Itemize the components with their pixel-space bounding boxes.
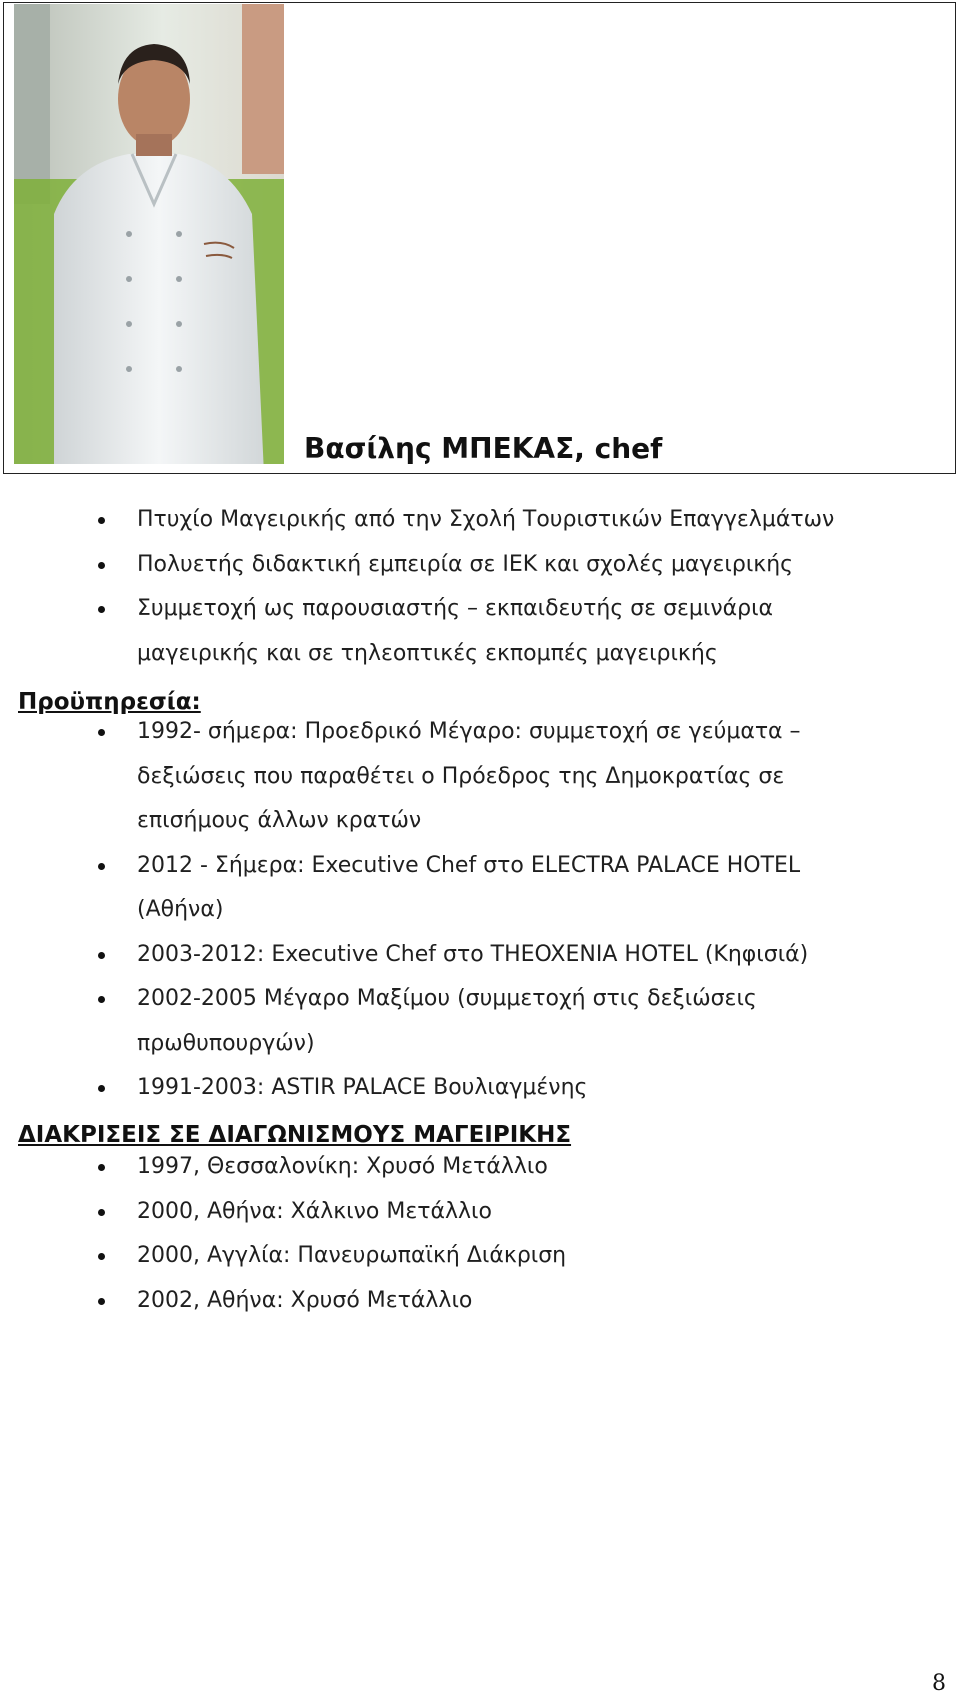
- intro-list: [0, 498, 960, 676]
- awards-heading: ΔΙΑΚΡΙΣΕΙΣ ΣΕ ΔΙΑΓΩΝΙΣΜΟΥΣ ΜΑΓΕΙΡΙΚΗΣ: [18, 1122, 572, 1148]
- list-item: 1991-2003: ASTIR PALACE Βουλιαγμένης: [0, 1066, 960, 1111]
- list-item: Συμμετοχή ως παρουσιαστής – εκπαιδευτής σε σεμινάρια μαγειρικής και σε τηλεοπτικές εκπομπές μαγειρικής: [0, 587, 960, 676]
- list-item: Πτυχίο Μαγειρικής από την Σχολή Τουριστικών Επαγγελμάτων: [0, 498, 960, 543]
- list-item: 1992- σήμερα: Προεδρικό Μέγαρο: συμμετοχή σε γεύματα – δεξιώσεις που παραθέτει ο Πρόεδρος της Δημοκρατίας σε επισήμους άλλων κρατών: [0, 710, 960, 844]
- intro-section: [0, 498, 960, 676]
- chef-photo: [14, 4, 284, 464]
- list-item: 2003-2012: Executive Chef στο THEOXENIA HOTEL (Κηφισιά): [0, 933, 960, 978]
- list-item: 2012 - Σήμερα: Executive Chef στο ELECTRA PALACE HOTEL (Αθήνα): [0, 844, 960, 933]
- list-item: 1997, Θεσσαλονίκη: Χρυσό Μετάλλιο: [0, 1145, 960, 1190]
- chef-portrait-image: [14, 4, 284, 464]
- list-item: Πολυετής διδακτική εμπειρία σε ΙΕΚ και σχολές μαγειρικής: [0, 543, 960, 588]
- experience-heading: Προϋπηρεσία:: [18, 689, 201, 715]
- list-item: 2002, Αθήνα: Χρυσό Μετάλλιο: [0, 1279, 960, 1324]
- list-item: 2002-2005 Μέγαρο Μαξίμου (συμμετοχή στις δεξιώσεις πρωθυπουργών): [0, 977, 960, 1066]
- experience-section: [0, 710, 960, 1111]
- awards-list: [0, 1145, 960, 1323]
- experience-list: [0, 710, 960, 1111]
- page-number: 8: [932, 1671, 946, 1696]
- awards-section: [0, 1145, 960, 1323]
- list-item: 2000, Αγγλία: Πανευρωπαϊκή Διάκριση: [0, 1234, 960, 1279]
- list-item: 2000, Αθήνα: Χάλκινο Μετάλλιο: [0, 1190, 960, 1235]
- chef-name-title: Βασίλης ΜΠΕΚΑΣ, chef: [304, 432, 663, 465]
